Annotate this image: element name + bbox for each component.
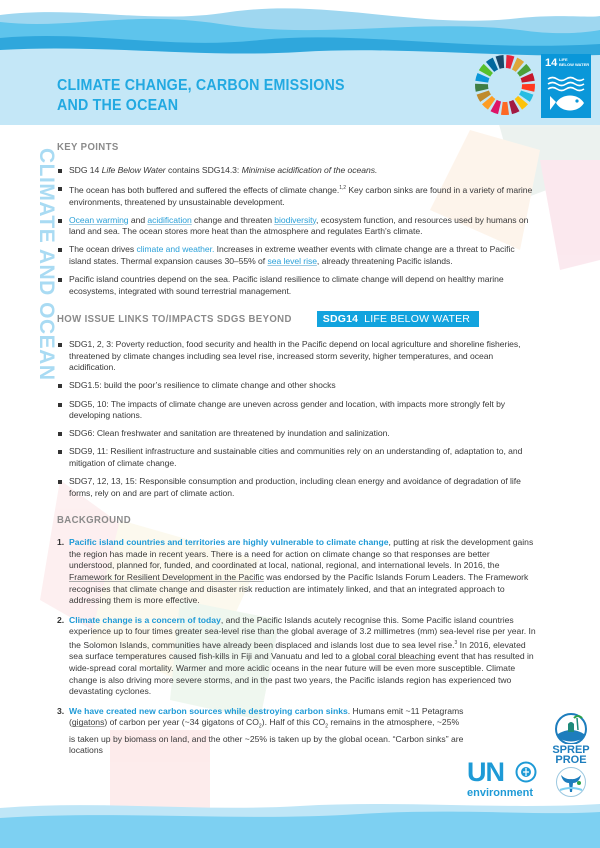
footnote-ref[interactable]: 3 bbox=[454, 639, 458, 646]
background-heading: BACKGROUND bbox=[57, 515, 131, 527]
text: Increases in extreme weather events with climate change are a threat to Pacific island states. Thermal expansion causes 30–55% of bbox=[69, 244, 515, 266]
side-title-text: CLIMATE AND OCEAN bbox=[35, 148, 58, 381]
list-item bbox=[57, 615, 537, 698]
subscript: 2 bbox=[258, 724, 262, 731]
text: ). Half of this CO bbox=[261, 717, 326, 728]
sdg-wheel-logo-icon bbox=[474, 54, 536, 116]
text: change and threaten bbox=[191, 214, 275, 225]
text: The ocean has both buffered and suffered the effects of climate change. bbox=[69, 184, 340, 195]
list-item bbox=[57, 165, 537, 177]
sdg14-number: 14 bbox=[545, 57, 558, 69]
text: , already threatening Pacific islands. bbox=[316, 255, 453, 266]
footer-wave-decoration bbox=[0, 800, 600, 848]
text: , putting at risk the development gains the region has made in recent years. There is a need for action on climate change so that responses are better understood, planned for, funded, and coordinated at local, national, regional, and international levels. In 2016, the bbox=[69, 537, 534, 571]
sprep-line-1: SPREP bbox=[552, 744, 590, 756]
impacts-heading-row bbox=[57, 311, 537, 327]
text: SDG 14 bbox=[69, 165, 102, 175]
item-number: 2. bbox=[57, 614, 65, 625]
list-item: The ocean has both buffered and suffered the effects of climate change.$^{1,2}$ Key carbon sinks are found in a variety of marine environments, threatened by unsustainable development. bbox=[57, 183, 537, 208]
fish-and-waves-icon bbox=[546, 74, 586, 114]
link-framework-resilient-development[interactable]: Framework for Resilient Development in the Pacific bbox=[69, 572, 264, 583]
un-environment-text: environment bbox=[467, 787, 534, 799]
un-emblem-icon bbox=[515, 761, 537, 783]
link-sea-level-rise[interactable]: sea level rise bbox=[267, 255, 317, 266]
link-acidification[interactable]: acidification bbox=[147, 214, 192, 225]
link-ocean-warming[interactable]: Ocean warming bbox=[69, 214, 129, 225]
subscript: 2 bbox=[325, 724, 328, 731]
text: . Humans emit ~11 Petagrams ( bbox=[69, 705, 464, 728]
sdg-wheel-segment bbox=[501, 102, 509, 115]
whale-tail-icon bbox=[552, 766, 590, 798]
list-item: SDG6: Clean freshwater and sanitation are threatened by inundation and salinization. bbox=[57, 428, 537, 440]
item-number: 3. bbox=[57, 705, 65, 716]
background-list bbox=[57, 537, 537, 757]
title-line-1: CLIMATE CHANGE, CARBON EMISSIONS bbox=[57, 77, 345, 94]
footnote-ref[interactable]: 1 bbox=[339, 185, 342, 192]
sdg-wheel-segment bbox=[475, 84, 488, 92]
sprep-proe-logo bbox=[546, 712, 596, 800]
text: remains in the atmosphere, ~25% is taken up by biomass on land, and the other ~25% is taken up by the global ocean. “Carbon sinks” are locations bbox=[69, 717, 464, 756]
text: The ocean drives bbox=[69, 244, 137, 255]
item-number: 1. bbox=[57, 537, 65, 548]
sprep-island-icon bbox=[552, 712, 590, 744]
sdg14-badge bbox=[317, 311, 479, 327]
sdg14-label-line-1: LIFE bbox=[559, 57, 568, 62]
lead-text: Pacific island countries and territories are highly vulnerable to climate change bbox=[69, 537, 389, 548]
link-gigatons[interactable]: gigatons bbox=[71, 717, 105, 728]
vertical-side-title bbox=[8, 148, 58, 381]
sdg-wheel-segment bbox=[522, 84, 535, 92]
sdg14-label-line-2: BELOW WATER bbox=[559, 61, 590, 67]
list-item: SDG5, 10: The impacts of climate change are uneven across gender and location, with impacts more strongly felt by developing nations. bbox=[57, 399, 537, 422]
un-environment-logo bbox=[467, 758, 542, 800]
sprep-text bbox=[550, 745, 592, 765]
sdg14-life-below-water-icon bbox=[541, 54, 591, 118]
impacts-heading: HOW ISSUE LINKS TO/IMPACTS SDGS BEYOND bbox=[57, 313, 292, 325]
text-italic: Life Below Water bbox=[101, 165, 166, 175]
text: , and the Pacific Islands acutely recognise this. Some Pacific island countries experience up to four times greater sea-level rise than the global average of 3.2 millimetres (mm) sea-level rise per year. In the Solomon Islands, communities have already been displaced and islands lost due to sea level rise. bbox=[69, 614, 536, 650]
page-title bbox=[57, 76, 345, 116]
list-item: SDG1, 2, 3: Poverty reduction, food security and health in the Pacific depend on local agriculture and shoreline fisheries, threatened by climate changes including sea level rise, increased storm severity, higher temperatures, and ocean acidification. bbox=[57, 339, 537, 374]
list-item: SDG1.5: build the poor’s resilience to climate change and other shocks bbox=[57, 380, 537, 392]
badge-bold-text: SDG14 bbox=[322, 313, 359, 326]
text: ) of carbon per year (~34 gigatons of CO bbox=[104, 717, 259, 728]
header-wave-decoration bbox=[0, 0, 600, 60]
badge-text: LIFE BELOW WATER bbox=[364, 313, 471, 326]
lead-text: Climate change is a concern of today bbox=[69, 614, 221, 625]
list-item bbox=[57, 244, 537, 267]
link-biodiversity[interactable]: biodiversity bbox=[274, 214, 317, 225]
list-item bbox=[57, 706, 537, 757]
lead-text: We have created new carbon sources while destroying carbon sinks bbox=[69, 705, 348, 716]
text: contains SDG14.3: bbox=[165, 165, 242, 175]
text: Pacific island countries depend on the sea. Pacific island resilience to climate change will depend on healthy marine ecosystems, integrated with sound terrestrial management. bbox=[69, 274, 504, 296]
title-line-2: AND THE OCEAN bbox=[57, 97, 179, 114]
list-item bbox=[57, 215, 537, 238]
list-item bbox=[57, 274, 537, 297]
key-points-heading: KEY POINTS bbox=[57, 142, 119, 153]
sdg14-label bbox=[559, 58, 589, 67]
main-content bbox=[57, 142, 537, 765]
footnote-ref[interactable]: 2 bbox=[343, 185, 347, 192]
un-logo-text: UN bbox=[467, 757, 504, 787]
key-points-list bbox=[57, 165, 537, 297]
link-global-coral-bleaching[interactable]: global coral bleaching bbox=[352, 651, 436, 662]
impacts-list bbox=[57, 339, 537, 499]
text: , ecosystem function, and resources used by humans on land and sea. The ocean stores more heat than the atmosphere and regulates Earth’s climate. bbox=[69, 214, 529, 237]
list-item: SDG7, 12, 13, 15: Responsible consumption and production, including clean energy and avoidance of degradation of life forms, rely on and are part of climate action. bbox=[57, 476, 537, 499]
list-item: SDG9, 11: Resilient infrastructure and sustainable cities and communities rely on an understanding of, adaptation to, and mitigation of climate change. bbox=[57, 446, 537, 469]
text: was endorsed by the Pacific Islands Forum Leaders. The Framework recognises that climate change and disaster risk reduction are intimately linked, and that an integrated approach to addressing them is more effective. bbox=[69, 572, 529, 606]
text-italic: Minimise acidification of the oceans. bbox=[241, 165, 378, 175]
text: In 2016, elevated sea surface temperatures caused fish-kills in Fiji and Vanuatu and led to a bbox=[69, 639, 526, 662]
text: and bbox=[128, 214, 148, 225]
text: Key carbon sinks are found in a variety of marine environments, threatened by unsustainable development. bbox=[69, 184, 533, 207]
text: event that has resulted in wide-spread coral mortality. Warmer and more acidic oceans in the near future will be even more susceptible. Climate change is also driving more severe storms, and in the past two years, the Pacific islands region has experienced two devastating cyclones. bbox=[69, 651, 534, 697]
list-item bbox=[57, 537, 537, 607]
link-climate-and-weather[interactable]: climate and weather. bbox=[136, 244, 215, 255]
sprep-line-2: PROE bbox=[555, 754, 587, 766]
